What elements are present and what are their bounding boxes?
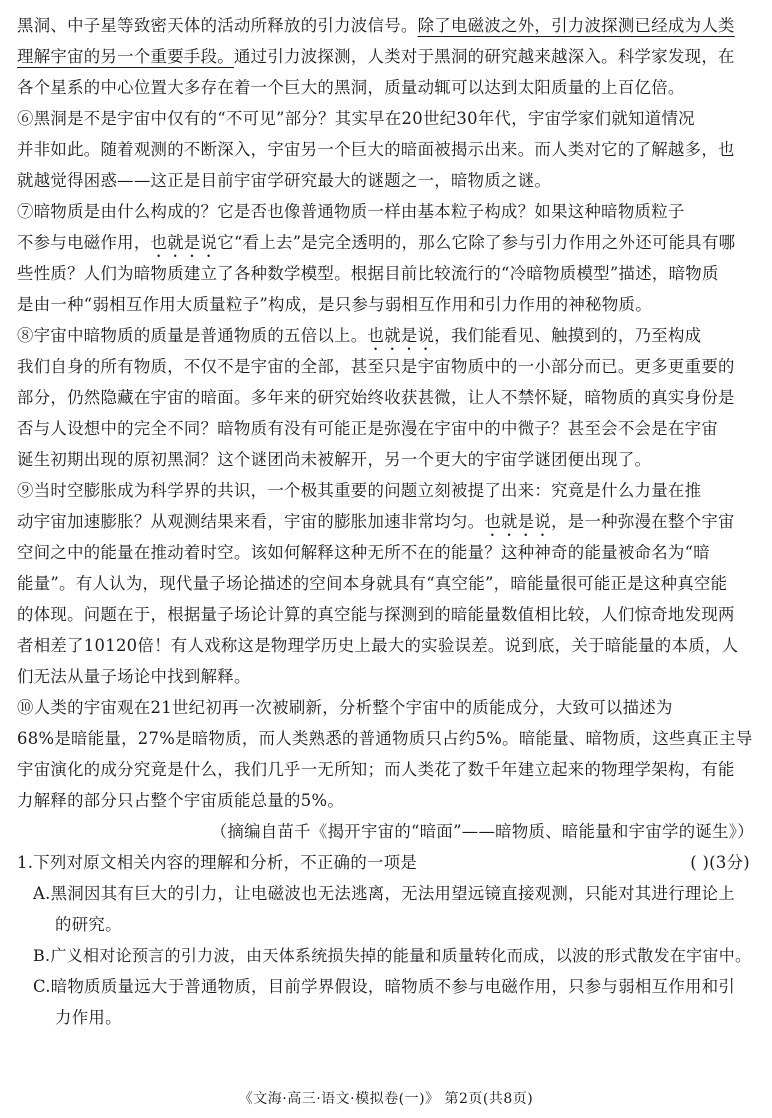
para8-line1-a: ⑧宇宙中暗物质的质量是普通物质的五倍以上。 bbox=[17, 326, 368, 345]
para9-line3: 空间之中的能量在推动着时空。该如何解释这种无所不在的能量？这种神奇的能量被命名为“暗 bbox=[17, 543, 710, 562]
para8-line1 bbox=[17, 320, 758, 351]
para6-line1: ⑥黑洞是不是宇宙中仅有的“不可见”部分？其实早在20世纪30年代，宇宙学家们就知道情况 bbox=[17, 109, 695, 128]
para9-line2 bbox=[17, 506, 758, 537]
para9-line5: 的体现。问题在于，根据量子场论计算的真空能与探测到的暗能量数值相比较，人们惊奇地发现两 bbox=[17, 605, 735, 624]
para10-line3: 宇宙演化的成分究竟是什么，我们几乎一无所知；而人类花了数千年建立起来的物理学架构，有能 bbox=[17, 760, 735, 779]
question-stem-text: 1.下列对原文相关内容的理解和分析，不正确的一项是 bbox=[17, 853, 418, 872]
para9-line6: 者相差了10120倍！有人戏称这是物理学历史上最大的实验误差。说到底，关于暗能量的本质，人 bbox=[17, 636, 739, 655]
para7-line2-a: 不参与电磁作用， bbox=[17, 233, 151, 252]
para9-line4: 能量”。有人认为，现代量子场论描述的空间本身就具有“真空能”，暗能量很可能正是这种真空能 bbox=[17, 574, 728, 593]
para8-line2: 我们自身的所有物质，不仅不是宇宙的全部，甚至只是宇宙物质中的一小部分而已。更多更重要的 bbox=[17, 357, 735, 376]
para5-line1-text: 黑洞、中子星等致密天体的活动所释放的引力波信号。 bbox=[17, 16, 418, 35]
underlined-sentence: 除了电磁波之外，引力波探测已经成为人类 bbox=[417, 16, 735, 35]
para9-line2-b: ，是一种弥漫在整个宇宙 bbox=[551, 512, 735, 531]
para7-line2-b: 它“看上去”是完全透明的，那么它除了参与引力作用之外还可能具有哪 bbox=[217, 233, 736, 252]
para5-line2-text: 通过引力波探测，人类对于黑洞的研究越来越深入。科学家发现，在 bbox=[233, 47, 735, 66]
option-c-line2: 力作用。 bbox=[55, 1008, 122, 1027]
dotted-phrase: 也就是说 bbox=[150, 233, 218, 252]
para8-line4: 否与人设想中的完全不同？暗物质有没有可能正是弥漫在宇宙中的中微子？甚至会不会是在宇宙 bbox=[17, 419, 719, 438]
dotted-phrase: 也就是说 bbox=[484, 512, 552, 531]
para9-line1: ⑨当时空膨胀成为科学界的共识，一个极其重要的问题立刻被提了出来：究竟是什么力量在推 bbox=[17, 481, 702, 500]
para7-line2 bbox=[17, 227, 758, 258]
para5-line3: 各个星系的中心位置大多存在着一个巨大的黑洞，质量动辄可以达到太阳质量的上百亿倍。 bbox=[17, 78, 685, 97]
para9-line7: 们无法从量子场论中找到解释。 bbox=[17, 667, 251, 686]
para8-line5: 诞生初期出现的原初黑洞？这个谜团尚未被解开，另一个更大的宇宙学谜团便出现了。 bbox=[17, 450, 652, 469]
option-a-line2: 的研究。 bbox=[55, 915, 122, 934]
para7-line1: ⑦暗物质是由什么构成的？它是否也像普通物质一样由基本粒子构成？如果这种暗物质粒子 bbox=[17, 202, 685, 221]
page-footer: 《文海·高三·语文·模拟卷(一)》 第2页(共8页) bbox=[238, 1091, 534, 1107]
para5-line2 bbox=[17, 41, 758, 72]
para7-line3: 些性质？人们为暗物质建立了各种数学模型。根据目前比较流行的“冷暗物质模型”描述，暗物质 bbox=[17, 264, 719, 283]
answer-bracket-score: ( )(3分) bbox=[690, 853, 750, 872]
source-citation: （摘编自苗千《揭开宇宙的“暗面”——暗物质、暗能量和宇宙学的诞生》） bbox=[210, 822, 754, 841]
para10-line4: 力解释的部分只占整个宇宙质能总量的5%。 bbox=[17, 791, 345, 810]
option-a-line1: A.黑洞因其有巨大的引力，让电磁波也无法逃离，无法用望远镜直接观测，只能对其进行理论上 bbox=[33, 884, 735, 903]
para6-line2: 并非如此。随着观测的不断深入，宇宙另一个巨大的暗面被揭示出来。而人类对它的了解越多，也 bbox=[17, 140, 735, 159]
dotted-phrase: 也就是说 bbox=[367, 326, 435, 345]
para10-line2: 68%是暗能量，27%是暗物质，而人类熟悉的普通物质只占约5%。暗能量、暗物质，这些真正主导 bbox=[17, 729, 753, 748]
para7-line4: 是由一种“弱相互作用大质量粒子”构成，是只参与弱相互作用和引力作用的神秘物质。 bbox=[17, 295, 652, 314]
para10-line1: ⑩人类的宇宙观在21世纪初再一次被刷新，分析整个宇宙中的质能成分，大致可以描述为 bbox=[17, 698, 673, 717]
para5-line1 bbox=[17, 10, 758, 41]
para8-line3: 部分，仍然隐藏在宇宙的暗面。多年来的研究始终收获甚微，让人不禁怀疑，暗物质的真实身份是 bbox=[17, 388, 735, 407]
para8-line1-b: ，我们能看见、触摸到的，乃至构成 bbox=[434, 326, 702, 345]
para6-line3: 就越觉得困惑——这正是目前宇宙学研究最大的谜题之一，暗物质之谜。 bbox=[17, 171, 552, 190]
option-c-line1: C.暗物质质量远大于普通物质，目前学界假设，暗物质不参与电磁作用，只参与弱相互作用和引 bbox=[33, 977, 736, 996]
option-b-line1: B.广义相对论预言的引力波，由天体系统损失掉的能量和质量转化而成，以波的形式散发在宇宙中。 bbox=[33, 946, 752, 965]
para9-line2-a: 动宇宙加速膨胀？从观测结果来看，宇宙的膨胀加速非常均匀。 bbox=[17, 512, 485, 531]
question-stem bbox=[17, 847, 758, 878]
underlined-sentence-end: 理解宇宙的另一个重要手段。 bbox=[17, 47, 234, 66]
